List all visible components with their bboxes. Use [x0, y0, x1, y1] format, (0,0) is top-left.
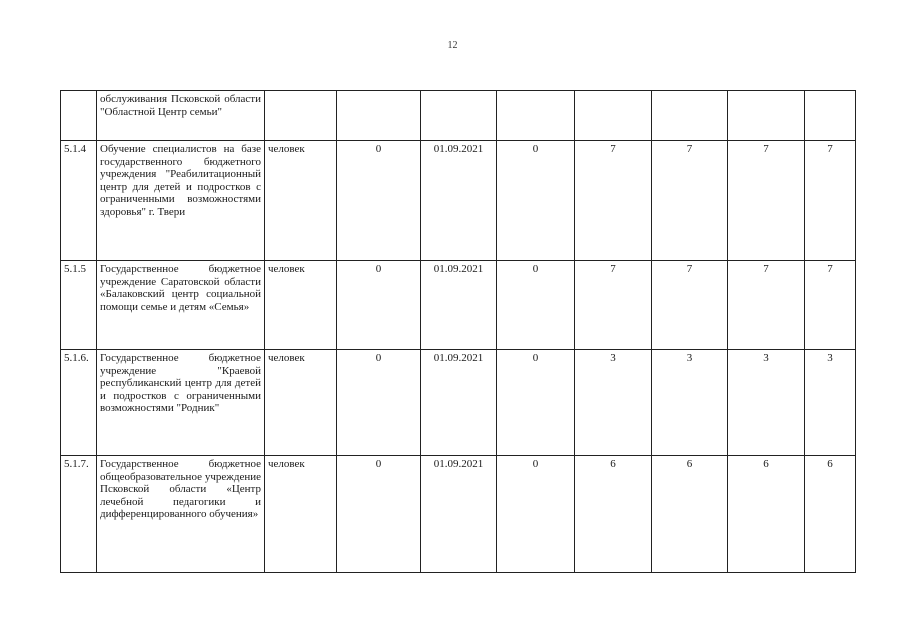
value-cell: 7	[652, 141, 728, 261]
base-value-cell: 0	[337, 350, 421, 456]
value-cell: 3	[575, 350, 652, 456]
base-value-cell: 0	[337, 456, 421, 573]
table-row	[61, 350, 856, 456]
value-cell	[497, 91, 575, 141]
value-cell: 0	[497, 350, 575, 456]
institution-name: Обучение специалистов на базе государственного бюджетного учреждения "Реабилитационный центр для детей и подростков с ограниченными возможностями здоровья" г. Твери	[97, 141, 265, 261]
base-value-cell: 0	[337, 261, 421, 350]
unit-cell: человек	[265, 350, 337, 456]
value-cell: 6	[728, 456, 805, 573]
table-row	[61, 261, 856, 350]
date-cell: 01.09.2021	[421, 350, 497, 456]
indicators-table	[60, 90, 856, 573]
value-cell: 7	[728, 141, 805, 261]
value-cell: 0	[497, 141, 575, 261]
row-number: 5.1.6.	[61, 350, 97, 456]
value-cell: 7	[728, 261, 805, 350]
institution-name: Государственное бюджетное учреждение Саратовской области «Балаковский центр социальной помощи семье и детям «Семья»	[97, 261, 265, 350]
base-value-cell: 0	[337, 141, 421, 261]
value-cell: 3	[652, 350, 728, 456]
date-cell	[421, 91, 497, 141]
unit-cell	[265, 91, 337, 141]
value-cell: 6	[575, 456, 652, 573]
unit-cell: человек	[265, 261, 337, 350]
base-value-cell	[337, 91, 421, 141]
value-cell: 0	[497, 261, 575, 350]
date-cell: 01.09.2021	[421, 456, 497, 573]
table-row	[61, 91, 856, 141]
value-cell: 7	[575, 261, 652, 350]
date-cell: 01.09.2021	[421, 141, 497, 261]
institution-name: обслуживания Псковской области "Областной Центр семьи"	[97, 91, 265, 141]
row-number	[61, 91, 97, 141]
row-number: 5.1.4	[61, 141, 97, 261]
institution-name: Государственное бюджетное общеобразовательное учреждение Псковской области «Центр лечебной педагогики и дифференцированного обучения»	[97, 456, 265, 573]
table-row	[61, 456, 856, 573]
value-cell	[728, 91, 805, 141]
value-cell: 3	[805, 350, 856, 456]
unit-cell: человек	[265, 456, 337, 573]
value-cell: 6	[652, 456, 728, 573]
value-cell	[805, 91, 856, 141]
value-cell	[575, 91, 652, 141]
value-cell: 3	[728, 350, 805, 456]
value-cell: 7	[652, 261, 728, 350]
row-number: 5.1.5	[61, 261, 97, 350]
value-cell: 7	[805, 261, 856, 350]
value-cell: 7	[575, 141, 652, 261]
unit-cell: человек	[265, 141, 337, 261]
value-cell: 7	[805, 141, 856, 261]
table-row	[61, 141, 856, 261]
value-cell: 6	[805, 456, 856, 573]
row-number: 5.1.7.	[61, 456, 97, 573]
institution-name: Государственное бюджетное учреждение "Краевой республиканский центр для детей и подростков с ограниченными возможностями "Родник"	[97, 350, 265, 456]
date-cell: 01.09.2021	[421, 261, 497, 350]
page-number: 12	[447, 40, 458, 51]
value-cell	[652, 91, 728, 141]
value-cell: 0	[497, 456, 575, 573]
